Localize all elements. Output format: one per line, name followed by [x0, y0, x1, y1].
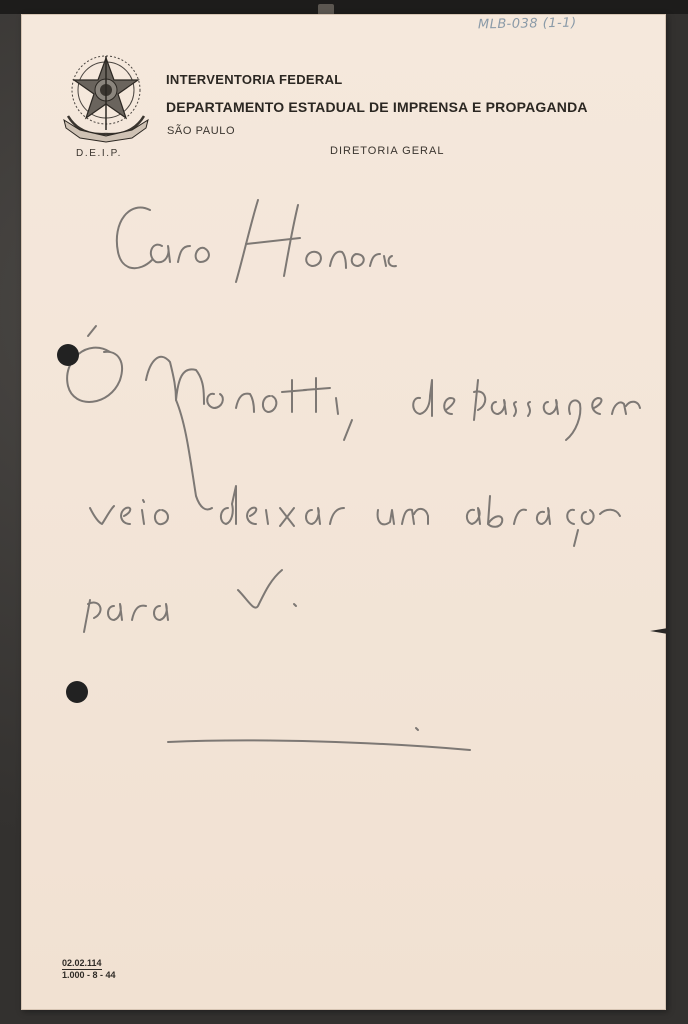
letterhead-line-1: INTERVENTORIA FEDERAL	[166, 72, 343, 87]
form-code-line-1: 02.02.114	[62, 958, 102, 968]
letterhead-line-2: DEPARTAMENTO ESTADUAL DE IMPRENSA E PROPAGANDA	[166, 99, 588, 115]
pencil-dot	[416, 728, 418, 730]
handwritten-line-2	[90, 486, 620, 546]
letterhead-abbreviation: D.E.I.P.	[76, 148, 122, 159]
form-code	[62, 958, 116, 981]
form-code-line-2: 1.000 - 8 - 44	[62, 970, 116, 980]
punch-hole-top	[57, 344, 79, 366]
handwritten-greeting	[117, 200, 396, 282]
letterhead-division: DIRETORIA GERAL	[330, 145, 445, 157]
handwritten-line-3	[84, 570, 296, 632]
punch-hole-bottom	[66, 681, 88, 703]
letterhead-city: SÃO PAULO	[167, 125, 236, 137]
archive-code: MLB-038 (1-1)	[477, 15, 577, 33]
signature-line	[168, 740, 470, 750]
handwritten-line-1	[67, 326, 640, 510]
handwritten-greeting-text	[0, 0, 1, 1]
